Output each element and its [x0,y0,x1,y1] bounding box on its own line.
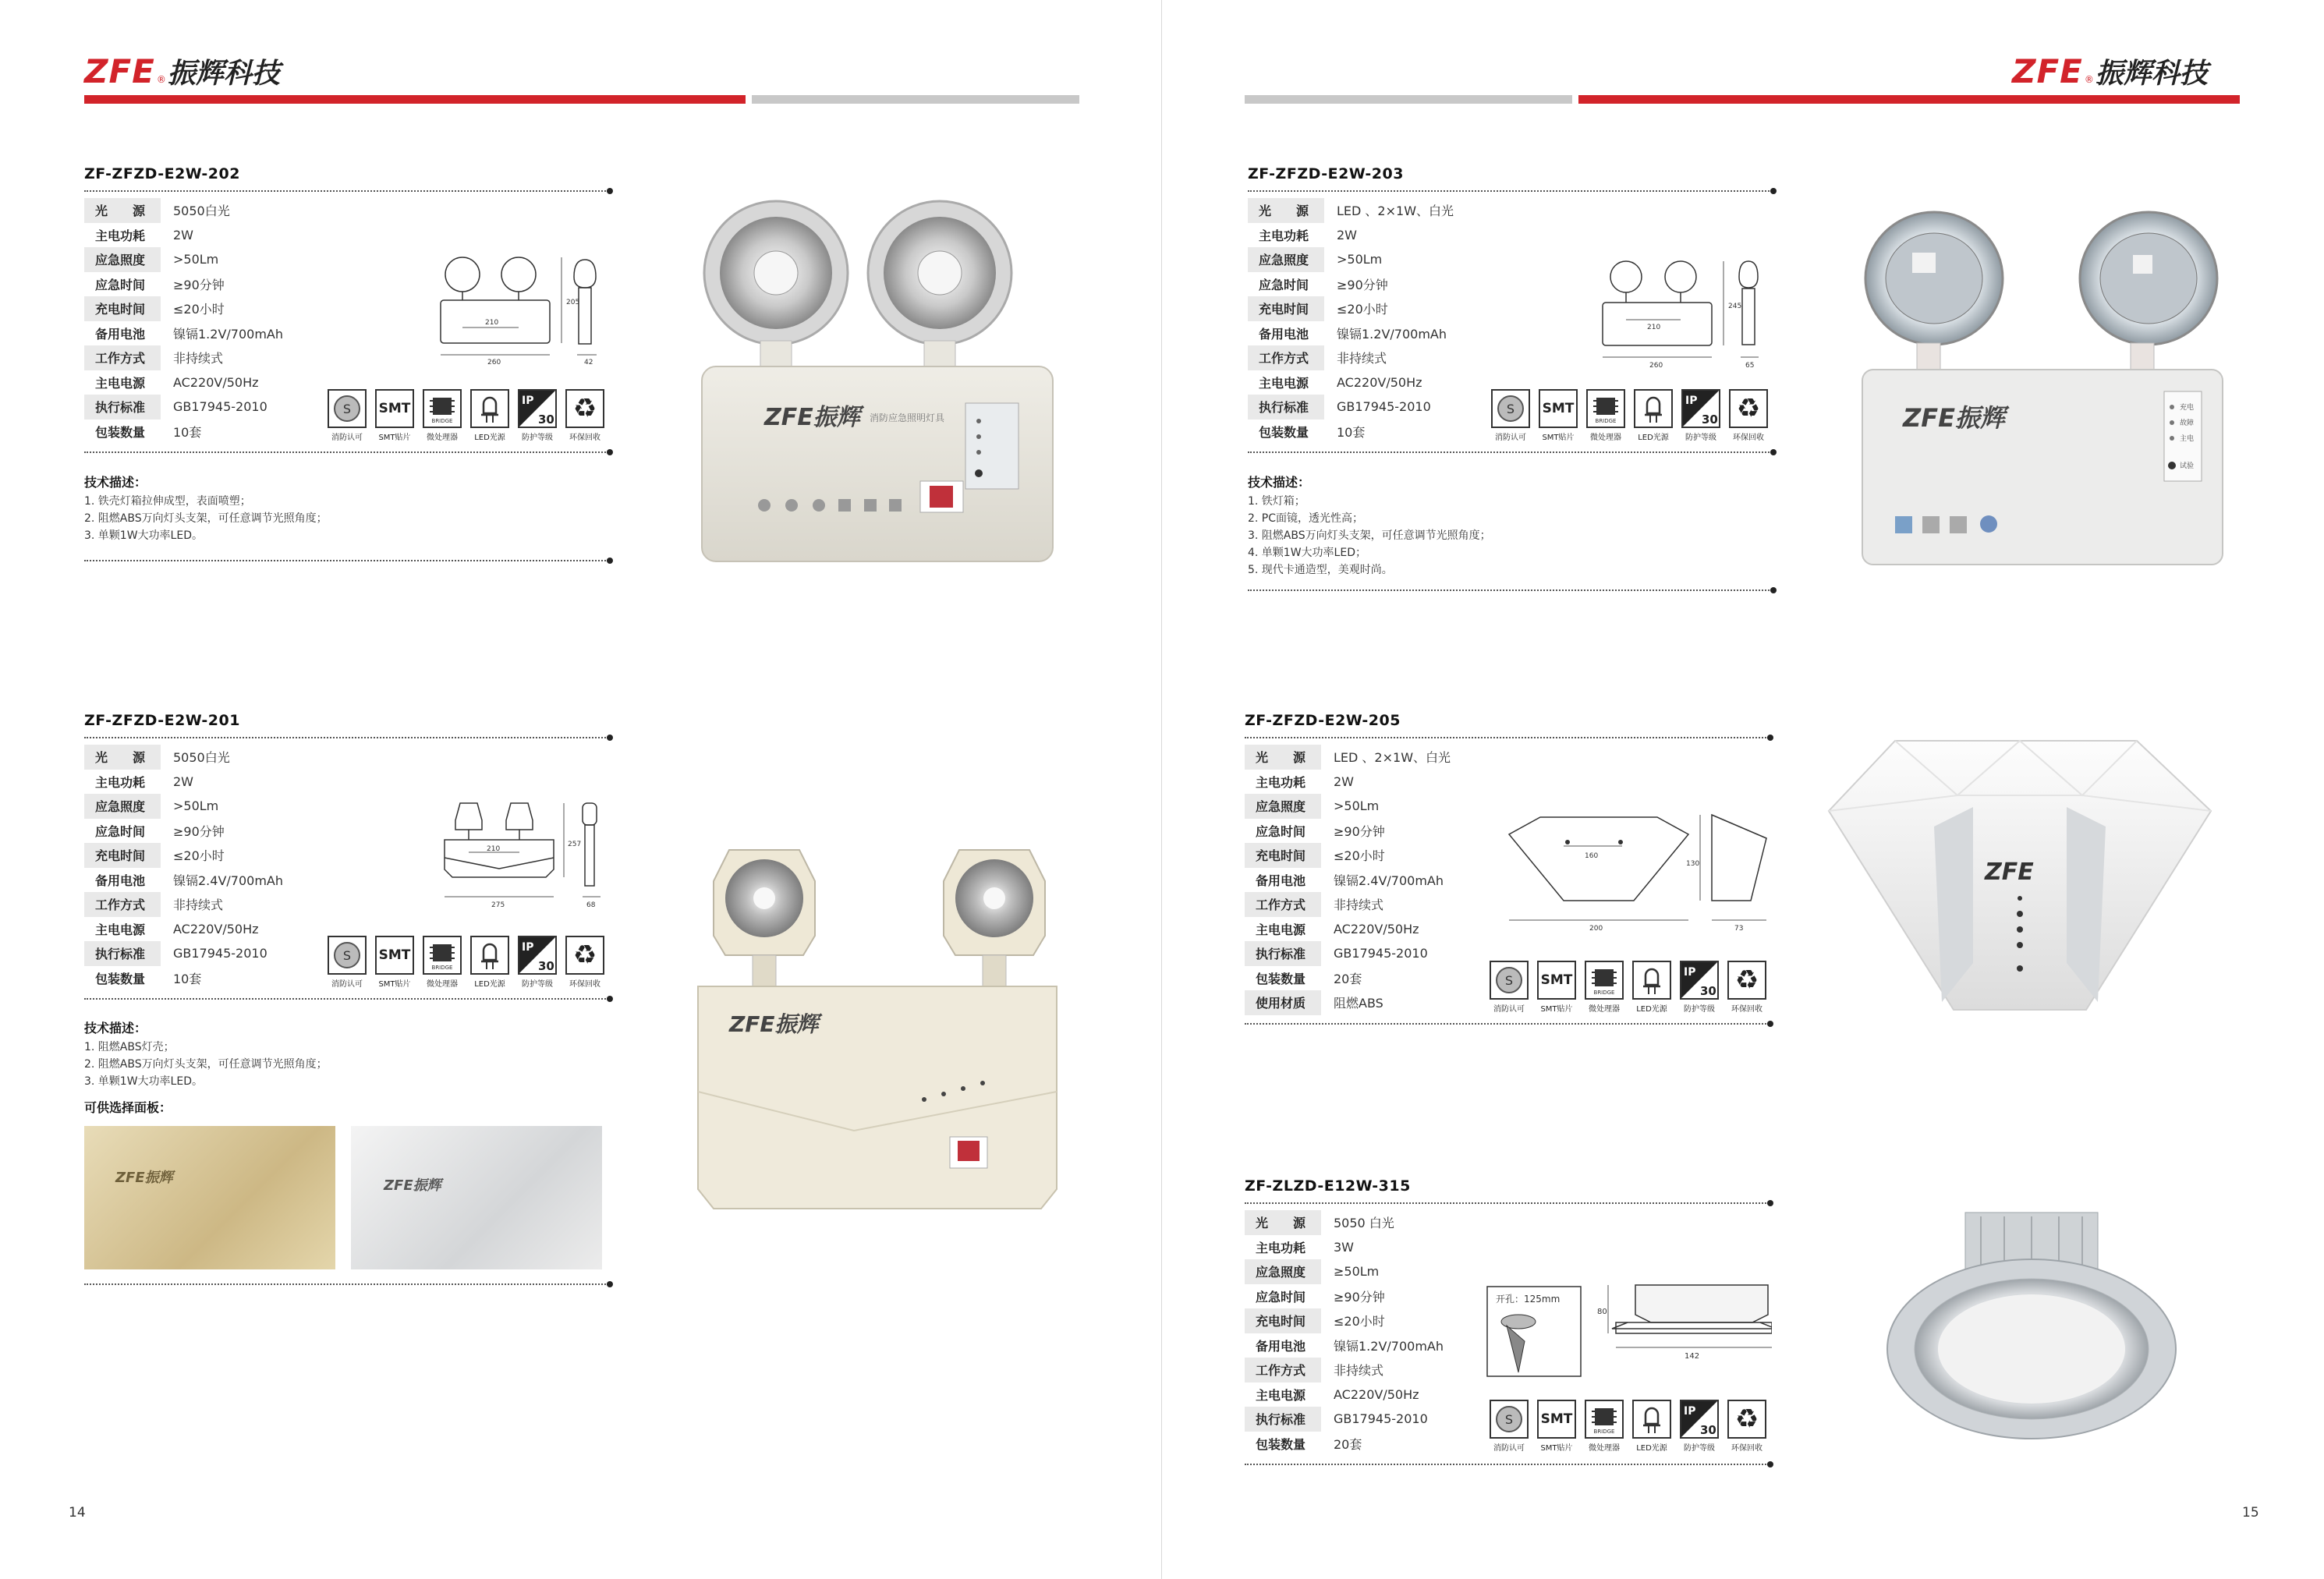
brand-cn: 振辉科技 [2095,58,2208,90]
svg-text:S: S [1504,1412,1514,1427]
microprocessor-icon [423,389,462,428]
svg-text:BRIDGE: BRIDGE [431,418,453,424]
brand-logo [84,51,280,91]
hole-size: 开孔：125mm [1496,1294,1561,1305]
spec-table: 光 源 LED 、2×1W、白光 主电功耗 2W 应急照度 >50Lm 应急时间 ≥90分钟 充电时间 ≤20小时 备用电池 镍镉1.2V/700mAh 工作方式 非持续式 主电电源 AC220V/50Hz 执行标准 GB17945-2010 包装数量 10套 [1248,198,1772,444]
dimension-drawing-202 [437,253,616,370]
tech-description-202: 技术描述： 1. 铁壳灯箱拉伸成型，表面喷塑； 2. 阻燃ABS万向灯头支架，可任意调节光照角度； 3. 单颗1W大功率LED。 [84,475,328,542]
dim-inner: 210 [487,845,501,853]
svg-text:S: S [342,948,352,963]
svg-text:S: S [342,402,352,416]
dim-h: 80 [1597,1308,1607,1316]
panel-option-silver: ZFE振辉 [351,1126,602,1269]
dim-d: 65 [1745,362,1755,370]
svg-text:BRIDGE: BRIDGE [1593,990,1615,996]
smt-chip-icon: SMT [1539,389,1578,428]
lamp-brand: ZFE振辉 [729,1011,819,1037]
right-page [1162,0,2324,1579]
svg-text:S: S [1506,402,1515,416]
product-model: ZF-ZFZD-E2W-202 [84,165,240,182]
fire-approval-icon [1490,961,1529,1000]
lamp-brand-latin: ZFE [1985,859,2034,886]
svg-text:试验: 试验 [2180,462,2195,470]
product-photo-203 [1856,204,2230,571]
product-photo-201 [686,834,1068,1213]
dim-d: 73 [1734,925,1744,933]
brand-latin: ZFE [84,52,155,90]
led-bulb-icon [1632,961,1671,1000]
product-photo-202 [686,199,1061,569]
panel-title: 可供选择面板： [84,1100,172,1115]
ip30-icon [1680,1400,1719,1439]
dim-w: 260 [487,359,501,366]
header-bar [84,95,1079,104]
page-number-right: 15 [2242,1505,2259,1521]
svg-text:IP: IP [522,395,534,407]
dim-d: 42 [584,359,593,366]
feature-badges-315: S 消防认可 SMT SMT贴片 BRIDGE 微处理器 LED光源 IP 30 防护等级 ♻ 环保回收 [1488,1400,1768,1453]
led-bulb-icon [470,936,509,975]
dimension-drawing-205 [1505,803,1770,944]
product-model: ZF-ZFZD-E2W-203 [1248,165,1404,182]
recycle-icon: ♻ [1729,389,1768,428]
recycle-icon: ♻ [1727,961,1766,1000]
product-photo-315 [1879,1205,2191,1446]
dimension-drawing-315 [1483,1279,1772,1388]
microprocessor-icon [1585,1400,1624,1439]
svg-text:30: 30 [538,959,554,973]
smt-chip-icon: SMT [1537,1400,1576,1439]
svg-text:BRIDGE: BRIDGE [1593,1429,1615,1435]
microprocessor-icon [1586,389,1625,428]
feature-badges-203: S 消防认可 SMT SMT贴片 BRIDGE 微处理器 LED光源 IP 30 防护等级 ♻ 环保回收 [1490,389,1770,442]
ip30-icon [1680,961,1719,1000]
dim-w: 260 [1649,362,1663,370]
brand-cn: 振辉科技 [167,58,280,90]
spec-table: 光 源 5050白光 主电功耗 2W 应急照度 >50Lm 应急时间 ≥90分钟 充电时间 ≤20小时 备用电池 镍镉1.2V/700mAh 工作方式 非持续式 主电电源 AC220V/50Hz 执行标准 GB17945-2010 包装数量 10套 [84,198,608,444]
feature-badges-205: S 消防认可 SMT SMT贴片 BRIDGE 微处理器 LED光源 IP 30 防护等级 ♻ 环保回收 [1488,961,1768,1014]
panel-option-gold: ZFE振辉 [84,1126,335,1269]
recycle-icon: ♻ [565,389,604,428]
brand-reg: ® [156,74,166,85]
svg-text:IP: IP [1684,1405,1696,1418]
feature-badges-202: S 消防认可 SMT SMT贴片 BRIDGE 微处理器 LED光源 IP 30 防护等级 ♻ 环保回收 [326,389,606,442]
led-bulb-icon [470,389,509,428]
dimension-drawing-203 [1599,257,1778,374]
spec-table: 光 源 5050 白光 主电功耗 3W 应急照度 ≥50Lm 应急时间 ≥90分钟 充电时间 ≤20小时 备用电池 镍镉1.2V/700mAh 工作方式 非持续式 主电电源 AC220V/50Hz 执行标准 GB17945-2010 包装数量 20套 [1245,1210,1769,1456]
svg-text:S: S [1504,973,1514,988]
brand-latin: ZFE [2012,52,2083,90]
microprocessor-icon [423,936,462,975]
svg-text:30: 30 [1700,1423,1716,1437]
svg-text:故障: 故障 [2180,420,2195,427]
fire-approval-icon [328,389,367,428]
smt-chip-icon: SMT [375,389,414,428]
dim-inner: 160 [1585,852,1599,860]
svg-text:IP: IP [1685,395,1698,407]
page-number-left: 14 [69,1505,86,1521]
header-bar [1245,95,2240,104]
dim-h: 245 [1728,303,1742,310]
smt-chip-icon: SMT [1537,961,1576,1000]
dim-w: 200 [1589,925,1603,933]
svg-text:30: 30 [1702,412,1718,427]
dim-w: 142 [1685,1352,1700,1361]
lamp-label: 消防应急照明灯具 [870,412,945,423]
fire-approval-icon [1491,389,1530,428]
dim-w: 275 [491,901,505,909]
led-bulb-icon [1634,389,1673,428]
spec-table: 光 源 LED 、2×1W、白光 主电功耗 2W 应急照度 >50Lm 应急时间 ≥90分钟 充电时间 ≤20小时 备用电池 镍镉2.4V/700mAh 工作方式 非持续式 主电电源 AC220V/50Hz 执行标准 GB17945-2010 包装数量 20套 使用材质 阻燃ABS [1245,745,1769,1015]
lamp-brand: ZFE振辉 [764,404,860,431]
ip30-icon [518,389,557,428]
product-model: ZF-ZLZD-E12W-315 [1245,1177,1411,1195]
recycle-icon: ♻ [1727,1400,1766,1439]
svg-text:30: 30 [538,412,554,427]
brand-logo [2012,51,2208,91]
product-model: ZF-ZFZD-E2W-205 [1245,712,1401,729]
svg-text:30: 30 [1700,984,1716,998]
ip30-icon [518,936,557,975]
led-bulb-icon [1632,1400,1671,1439]
feature-badges-201: S 消防认可 SMT SMT贴片 BRIDGE 微处理器 LED光源 IP 30 防护等级 ♻ 环保回收 [326,936,606,989]
dim-inner: 210 [485,319,499,327]
brand-reg: ® [2084,74,2094,85]
dim-inner: 210 [1647,324,1661,331]
dim-h: 130 [1686,860,1700,868]
svg-text:IP: IP [1684,966,1696,979]
svg-text:BRIDGE: BRIDGE [1595,418,1617,424]
recycle-icon: ♻ [565,936,604,975]
tech-description-203: 技术描述： 1. 铁灯箱； 2. PC面镜，透光性高； 3. 阻燃ABS万向灯头支架，可任意调节光照角度； 4. 单颗1W大功率LED； 5. 现代卡通造型，美观时尚。 [1248,475,1491,576]
fire-approval-icon [328,936,367,975]
dim-h: 205 [566,299,580,306]
product-model: ZF-ZFZD-E2W-201 [84,712,240,729]
smt-chip-icon: SMT [375,936,414,975]
lamp-brand: ZFE振辉 [1903,403,2005,433]
svg-text:充电: 充电 [2180,404,2195,412]
svg-text:主电: 主电 [2180,435,2195,443]
dim-h: 257 [568,841,582,848]
dim-d: 68 [586,901,596,909]
ip30-icon [1681,389,1720,428]
tech-description-201: 技术描述： 1. 阻燃ABS灯壳； 2. 阻燃ABS万向灯头支架，可任意调节光照角度； 3. 单颗1W大功率LED。 可供选择面板： [84,1021,328,1115]
product-photo-205 [1825,733,2215,1021]
spec-table: 光 源 5050白光 主电功耗 2W 应急照度 >50Lm 应急时间 ≥90分钟 充电时间 ≤20小时 备用电池 镍镉2.4V/700mAh 工作方式 非持续式 主电电源 AC220V/50Hz 执行标准 GB17945-2010 包装数量 10套 [84,745,608,990]
microprocessor-icon [1585,961,1624,1000]
svg-text:BRIDGE: BRIDGE [431,965,453,971]
dimension-drawing-201 [441,799,612,916]
svg-text:IP: IP [522,941,534,954]
fire-approval-icon [1490,1400,1529,1439]
